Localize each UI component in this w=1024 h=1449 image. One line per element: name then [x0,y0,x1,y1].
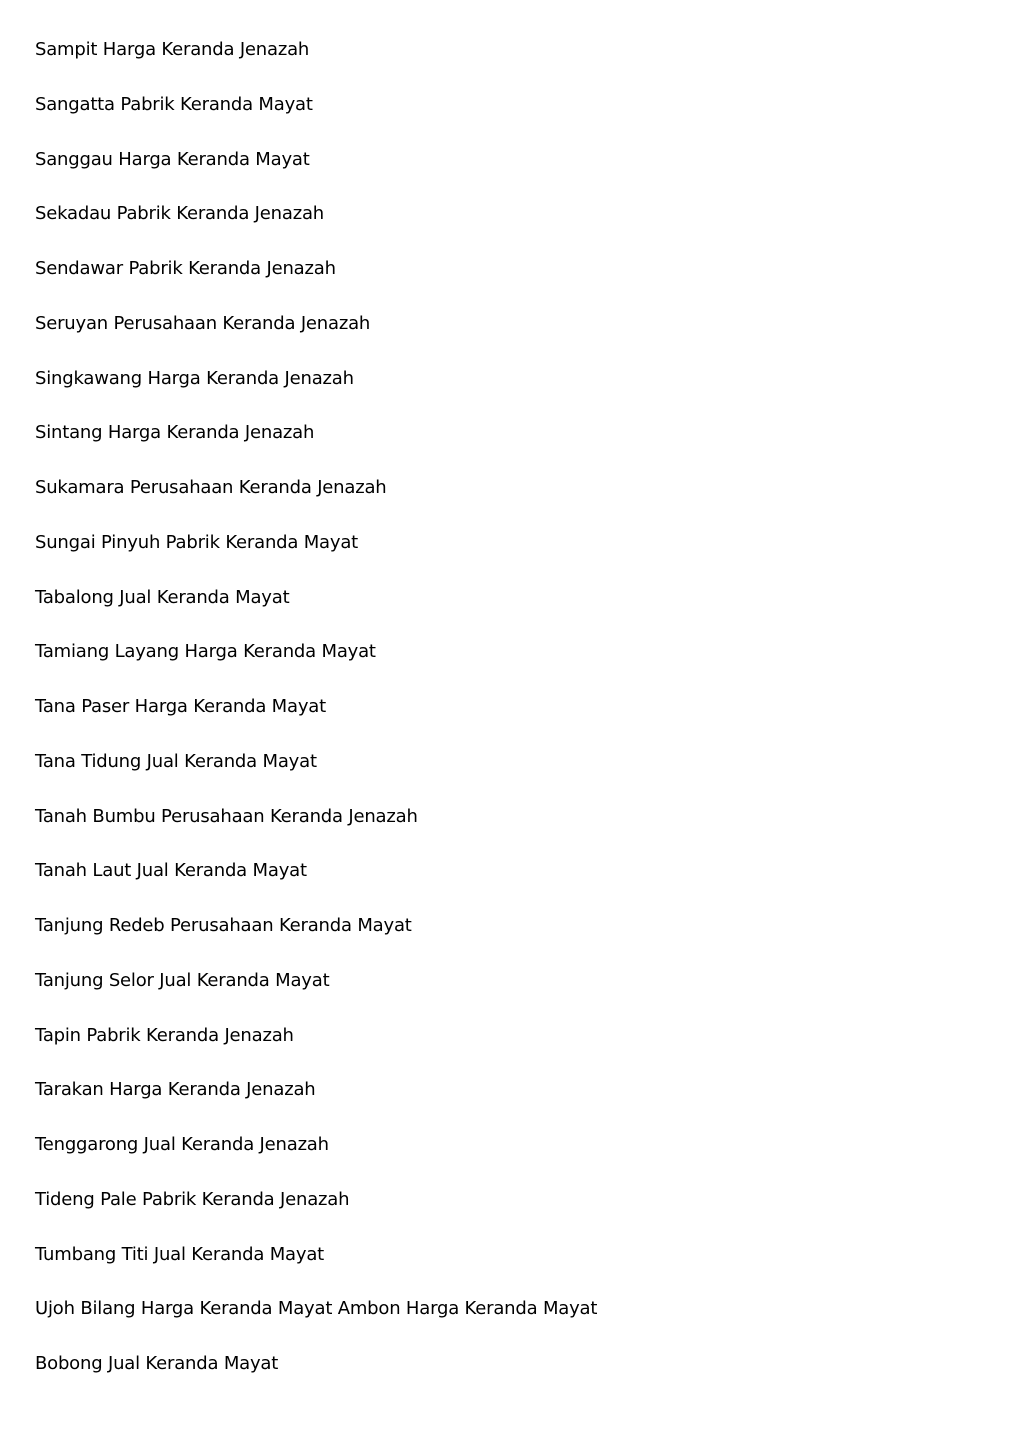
list-item: Tanah Bumbu Perusahaan Keranda Jenazah [35,805,418,827]
list-item: Sendawar Pabrik Keranda Jenazah [35,258,336,279]
list-item: Ujoh Bilang Harga Keranda Mayat Ambon Harga Keranda Mayat [35,1298,598,1320]
list-item: Sintang Harga Keranda Jenazah [35,422,315,444]
list-item: Sukamara Perusahaan Keranda Jenazah [35,477,387,498]
location-list [35,37,597,1406]
list-item: Sangatta Pabrik Keranda Mayat [35,93,313,115]
list-item: Sanggau Harga Keranda Mayat [35,148,310,170]
list-item: Singkawang Harga Keranda Jenazah [35,367,354,389]
list-item: Tanjung Redeb Perusahaan Keranda Mayat [35,915,412,936]
list-item: Tana Paser Harga Keranda Mayat [35,696,326,717]
list-item: Seruyan Perusahaan Keranda Jenazah [35,312,371,334]
list-item: Tabalong Jual Keranda Mayat [35,586,290,608]
list-item: Tarakan Harga Keranda Jenazah [35,1079,316,1101]
list-item: Tamiang Layang Harga Keranda Mayat [35,641,376,663]
list-item: Tanah Laut Jual Keranda Mayat [35,860,307,882]
list-item: Sekadau Pabrik Keranda Jenazah [35,203,324,225]
list-item: Tapin Pabrik Keranda Jenazah [35,1024,294,1046]
list-item: Sampit Harga Keranda Jenazah [35,39,310,60]
list-item: Tanjung Selor Jual Keranda Mayat [35,969,330,991]
list-item: Tideng Pale Pabrik Keranda Jenazah [35,1188,350,1210]
list-item: Bobong Jual Keranda Mayat [35,1353,279,1374]
list-item: Tumbang Titi Jual Keranda Mayat [35,1243,325,1265]
list-item: Tenggarong Jual Keranda Jenazah [35,1134,329,1155]
list-item: Tana Tidung Jual Keranda Mayat [35,750,317,772]
list-item: Sungai Pinyuh Pabrik Keranda Mayat [35,531,359,553]
